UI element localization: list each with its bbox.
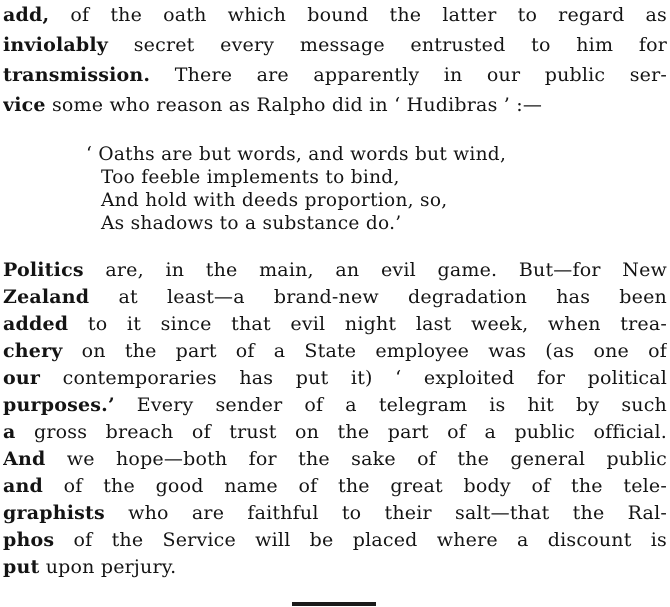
line-text: some who reason as Ralpho did in ‘ Hudibras ’ :— [45,94,543,116]
section-divider [292,602,376,606]
line-lead: a [3,421,16,443]
verse-line: And hold with deeds proportion, so, [101,190,448,211]
paragraph-2-line [3,392,667,418]
line-lead: added [3,313,69,335]
verse-line: Too feeble implements to bind, [101,167,400,188]
line-lead: And [3,448,46,470]
paragraph-2-line [3,446,667,472]
line-lead: phos [3,529,55,551]
line-lead: Zealand [3,286,90,308]
line-text: who are faithful to their salt—that the Ral- [104,502,667,524]
line-lead: chery [3,340,63,362]
line-lead: our [3,367,41,389]
line-lead: inviolably [3,34,109,56]
paragraph-1-line [3,62,667,88]
line-text: There are apparently in our public ser- [150,64,667,86]
line-lead: Politics [3,259,84,281]
paragraph-2-line [3,473,667,499]
line-lead: put [3,556,40,578]
paragraph-2-line [3,311,667,337]
line-lead: graphists [3,502,105,524]
line-lead: purposes.’ [3,394,115,416]
verse-line: As shadows to a substance do.’ [101,213,402,234]
paragraph-2-line [3,419,667,445]
line-text: of the Service will be placed where a discount is [54,529,667,551]
line-text: to it since that evil night last week, when trea- [68,313,667,335]
line-text: secret every message entrusted to him for [108,34,667,56]
line-text: gross breach of trust on the part of a public official. [15,421,667,443]
line-lead: vice [3,94,46,116]
paragraph-2-line [3,284,667,310]
line-text: on the part of a State employee was (as one of [62,340,667,362]
paragraph-1-line [3,2,667,28]
paragraph-2-line [3,554,667,580]
line-lead: and [3,475,44,497]
line-text: are, in the main, an evil game. But—for New [83,259,667,281]
paragraph-1-line [3,92,667,118]
line-text: of the good name of the great body of the tele- [43,475,667,497]
line-text: Every sender of a telegram is hit by such [114,394,667,416]
line-lead: add, [3,4,50,26]
line-text: we hope—both for the sake of the general public [45,448,667,470]
line-text: contemporaries has put it) ‘ exploited for political [40,367,667,389]
paragraph-2-line [3,500,667,526]
paragraph-2-line [3,365,667,391]
paragraph-1-line [3,32,667,58]
paragraph-2-line [3,257,667,283]
line-text: at least—a brand-new degradation has been [89,286,667,308]
paragraph-2-line [3,338,667,364]
verse-line: ‘ Oaths are but words, and words but wind, [86,144,507,165]
line-lead: transmission. [3,64,151,86]
paragraph-2-line [3,527,667,553]
line-text: upon perjury. [39,556,177,578]
line-text: of the oath which bound the latter to regard as [49,4,667,26]
